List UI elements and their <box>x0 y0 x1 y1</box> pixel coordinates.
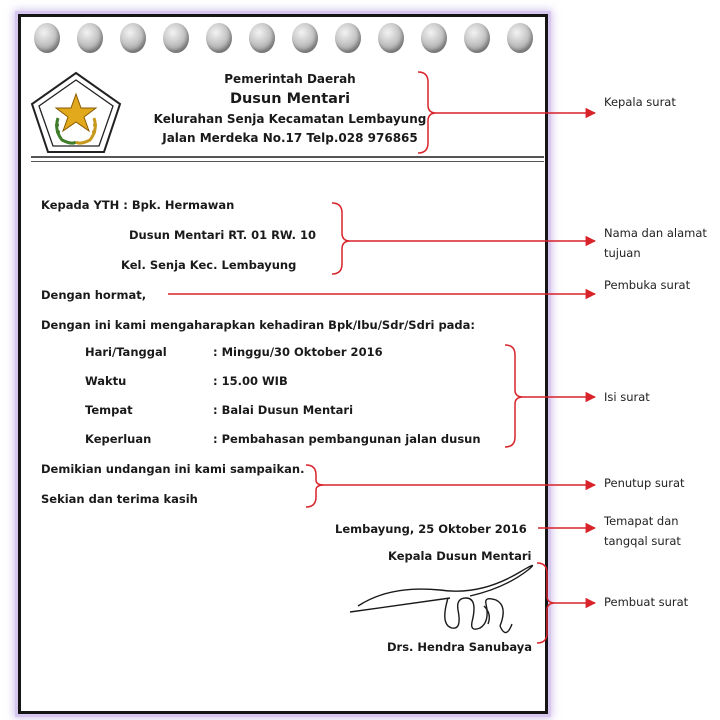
closing-line-2: Sekian dan terima kasih <box>41 492 198 506</box>
label-tempat-tanggal: Temapat dan tangqal surat <box>604 514 681 548</box>
label-kepala-surat: Kepala surat <box>604 95 676 109</box>
signature-icon <box>350 565 533 632</box>
signer-title: Kepala Dusun Mentari <box>388 549 532 563</box>
label-pembuka-surat: Pembuka surat <box>604 278 691 292</box>
place-date: Lembayung, 25 Oktober 2016 <box>335 522 527 536</box>
label-nama-alamat: Nama dan alamat tujuan <box>604 226 707 260</box>
bracket-nama <box>332 203 350 274</box>
label-isi-surat: Isi surat <box>604 390 650 404</box>
header-line-4: Jalan Merdeka No.17 Telp.028 976865 <box>162 131 418 145</box>
recipient-line-1: Kepada YTH : Bpk. Hermawan <box>41 198 235 212</box>
detail-label: Tempat <box>85 403 133 417</box>
header-line-3: Kelurahan Senja Kecamatan Lembayung <box>153 112 427 126</box>
detail-label: Keperluan <box>85 432 152 446</box>
detail-label: Hari/Tanggal <box>85 345 167 359</box>
detail-value: : Balai Dusun Mentari <box>213 403 354 417</box>
detail-value: : Minggu/30 Oktober 2016 <box>213 345 383 359</box>
label-pembuat-surat: Pembuat surat <box>604 595 689 609</box>
bracket-isi <box>505 345 523 447</box>
header-line-1: Pemerintah Daerah <box>224 72 356 86</box>
detail-label: Waktu <box>85 374 127 388</box>
greeting: Dengan hormat, <box>41 288 147 302</box>
recipient-line-2: Dusun Mentari RT. 01 RW. 10 <box>129 228 317 242</box>
closing-line-1: Demikian undangan ini kami sampaikan. <box>41 462 305 476</box>
bracket-kepala <box>418 72 436 153</box>
label-penutup-surat: Penutup surat <box>604 476 685 490</box>
intro-text: Dengan ini kami mengaharapkan kehadiran Bpk/Ibu/Sdr/Sdri pada: <box>41 318 476 332</box>
detail-value: : 15.00 WIB <box>213 374 288 388</box>
signer-name: Drs. Hendra Sanubaya <box>387 640 533 654</box>
recipient-line-3: Kel. Senja Kec. Lembayung <box>121 258 297 272</box>
detail-value: : Pembahasan pembangunan jalan dusun <box>213 432 481 446</box>
header-line-2: Dusun Mentari <box>229 91 351 107</box>
bracket-penutup <box>306 465 324 507</box>
bracket-pembuat <box>537 563 555 643</box>
